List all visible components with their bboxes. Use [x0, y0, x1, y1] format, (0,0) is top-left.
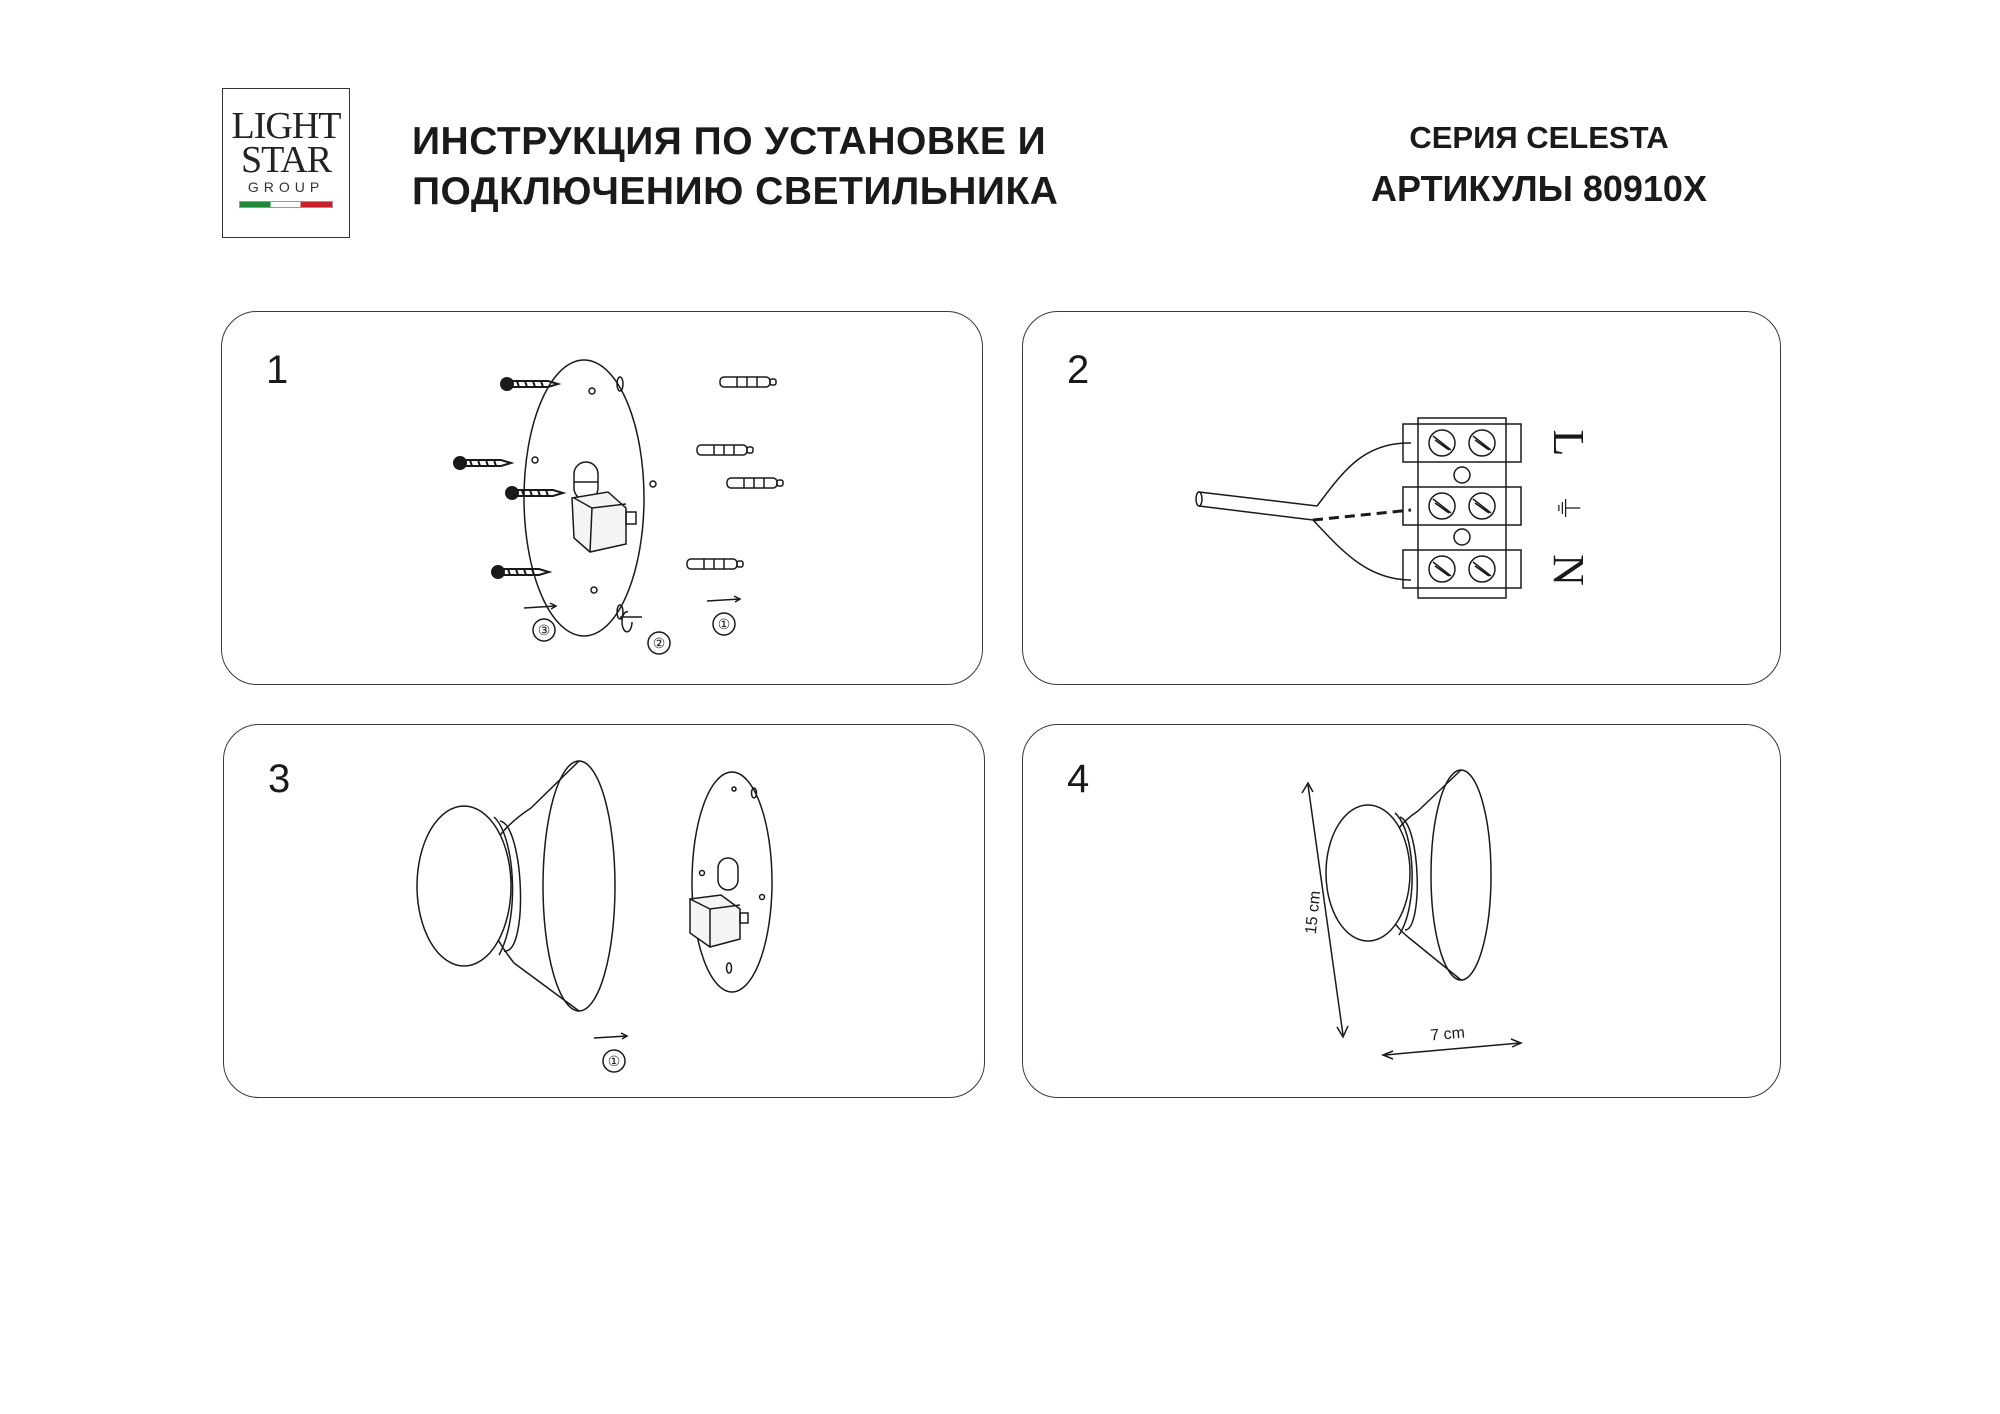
lamp-body — [1326, 770, 1491, 980]
step-panel-4 — [1022, 724, 1781, 1098]
step-panel-2 — [1022, 311, 1781, 685]
step-panel-3 — [223, 724, 985, 1098]
document-title — [412, 117, 1058, 217]
terminal-label-live: L — [1544, 429, 1593, 457]
rotate-arrow-icon — [620, 612, 642, 632]
bracket-block — [572, 462, 636, 552]
step-2-number: ② — [652, 635, 666, 651]
articles-label: АРТИКУЛЫ 80910X — [1371, 168, 1707, 209]
mounting-plate — [690, 772, 772, 992]
title-line-2: ПОДКЛЮЧЕНИЮ СВЕТИЛЬНИКА — [412, 170, 1059, 213]
terminal-block — [1403, 418, 1521, 598]
step-1-number: ① — [607, 1053, 621, 1069]
screw — [506, 487, 563, 499]
italian-flag-stripe — [239, 201, 333, 208]
lamp-body — [417, 761, 615, 1011]
title-line-1: ИНСТРУКЦИЯ ПО УСТАНОВКЕ И — [412, 120, 1047, 163]
wall-plug — [720, 377, 776, 387]
power-cable — [1199, 492, 1317, 520]
mounting-plate-diagram — [222, 312, 984, 686]
depth-dimension-label: 7 cm — [1429, 1024, 1466, 1045]
arrow-icon — [594, 1036, 627, 1038]
screw — [492, 566, 549, 578]
step-3-number: ③ — [537, 622, 551, 638]
terminal-label-neutral: N — [1544, 554, 1593, 586]
logo-line-star: STAR — [240, 139, 332, 181]
step-panel-1 — [221, 311, 983, 685]
wiring-diagram — [1023, 312, 1782, 686]
step-number: 2 — [1067, 348, 1090, 392]
wall-plug — [697, 445, 753, 455]
logo-line-group: GROUP — [247, 179, 325, 195]
wall-plug — [727, 478, 783, 488]
brand-logo — [222, 88, 350, 238]
series-label: СЕРИЯ CELESTA — [1409, 120, 1669, 155]
arrow-icon — [707, 599, 740, 601]
step-number: 4 — [1067, 757, 1090, 801]
earth-ground-icon: ⏚ — [1551, 493, 1582, 523]
height-dimension-label: 15 cm — [1302, 889, 1325, 936]
depth-dimension-line — [1385, 1043, 1520, 1055]
step-number: 3 — [268, 757, 291, 801]
dimensions-diagram — [1023, 725, 1782, 1099]
arrow-icon — [524, 606, 556, 608]
wall-plug — [687, 559, 743, 569]
logo-line-light: LIGHT — [231, 105, 341, 147]
step-number: 1 — [266, 348, 289, 392]
screw — [454, 457, 511, 469]
attach-lamp-diagram — [224, 725, 986, 1099]
step-1-number: ① — [717, 616, 731, 632]
